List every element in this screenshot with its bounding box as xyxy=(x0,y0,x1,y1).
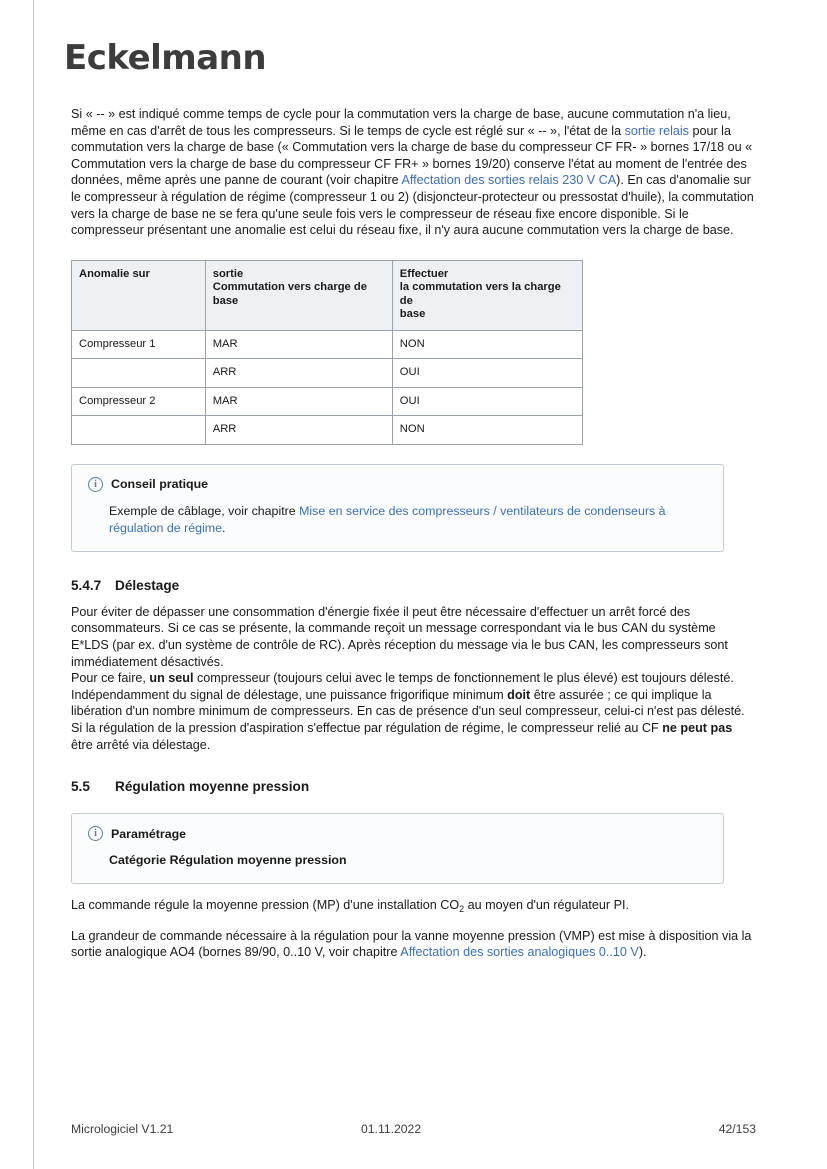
p3-bold-ne-peut-pas: ne peut pas xyxy=(662,720,733,735)
table-header-2-line-2: Commutation vers charge de base xyxy=(212,281,367,307)
table-cell-effectuer: NON xyxy=(392,416,582,445)
s55-p2-text-b: ). xyxy=(638,945,647,960)
page-content xyxy=(71,106,756,961)
s55-p1-text-b: au moyen d'un régulateur PI. xyxy=(464,898,629,913)
footer-page-number: 42/153 xyxy=(718,1122,756,1136)
table-cell-sortie: ARR xyxy=(205,359,392,388)
table-header-cell-3 xyxy=(392,260,582,330)
intro-text-3: ). En cas d'anomalie sur le compresseur à régulation de régime (compresseur 1 ou 2) (disjoncteur-protecteur ou pressostat d'huile), la commutation vers la charge de base ne se fera qu'une seule fois vers le compresseur de réseau fixe encore disponible. Si le compresseur présentant une anomalie est celui du réseau fixe, il n'y aura aucune commutation vers la charge de base. xyxy=(71,173,754,238)
p2-bold-doit: doit xyxy=(507,687,531,702)
page-left-rule xyxy=(33,0,34,1169)
table-header-cell-1 xyxy=(72,260,206,330)
s55-p1-subscript: 2 xyxy=(459,904,465,915)
info-icon: i xyxy=(88,826,103,841)
link-sortie-relais[interactable]: sortie relais xyxy=(624,123,689,138)
tip-note-title: Conseil pratique xyxy=(111,477,209,492)
table-row xyxy=(72,416,583,445)
link-affectation-sorties-relais[interactable]: Affectation des sorties relais 230 V CA xyxy=(401,173,617,188)
table-cell-effectuer: NON xyxy=(392,330,582,359)
table-cell-sortie: ARR xyxy=(205,416,392,445)
link-mise-en-service[interactable]: Mise en service des compresseurs / ventilateurs de condenseurs à régulation de régime xyxy=(109,503,666,535)
tip-note-body xyxy=(109,503,707,537)
table-cell-sortie: MAR xyxy=(205,330,392,359)
p2-text-a: Pour ce faire, xyxy=(71,671,150,686)
intro-text-1: Si « -- » est indiqué comme temps de cycle pour la commutation vers la charge de base, aucune commutation n'a lieu, même en cas d'arrêt de tous les compresseurs. Si le temps de cycle est réglé sur « -- », l'état de la xyxy=(71,107,731,138)
table-header-2-line-1: sortie xyxy=(212,267,244,280)
table-cell-anomalie xyxy=(72,359,206,388)
param-note-box xyxy=(71,813,724,884)
p3-text-a: Si la régulation de la pression d'aspiration s'effectue par régulation de régime, le compresseur relié au CF xyxy=(71,720,663,735)
param-note-header xyxy=(88,826,707,841)
table-row xyxy=(72,359,583,388)
table-cell-anomalie: Compresseur 2 xyxy=(72,387,206,416)
table-row xyxy=(72,387,583,416)
section-5-5-paragraph-1 xyxy=(71,897,756,915)
p3-text-c: être arrêté via délestage. xyxy=(71,737,211,752)
table-header-3-line-3: base xyxy=(399,308,426,321)
table-cell-sortie: MAR xyxy=(205,387,392,416)
table-header-row xyxy=(72,260,583,330)
table-header-1-line-1: Anomalie sur xyxy=(79,267,150,280)
tip-note-text-2: . xyxy=(221,520,226,535)
page-footer xyxy=(71,1122,756,1136)
section-5-4-7-paragraph-2 xyxy=(71,670,756,720)
table-cell-anomalie: Compresseur 1 xyxy=(72,330,206,359)
footer-date: 01.11.2022 xyxy=(361,1122,422,1136)
tip-note-box xyxy=(71,464,724,552)
table-cell-effectuer: OUI xyxy=(392,387,582,416)
s55-p2-text-a: La grandeur de commande nécessaire à la régulation pour la vanne moyenne pression (VMP) est mise à disposition via la sortie analogique AO4 (bornes 89/90, 0..10 V, voir chapitre xyxy=(71,928,752,960)
section-5-4-7-paragraph-1: Pour éviter de dépasser une consommation d'énergie fixée il peut être nécessaire d'effectuer un arrêt forcé des consommateurs. Si ce cas se présente, la commande reçoit un message correspondant via le bus CAN du système E*LDS (par ex. d'un système de contrôle de RC). Après réception du message via le bus CAN, les compresseurs sont immédiatement désactivés. xyxy=(71,604,728,669)
table-header-cell-2 xyxy=(205,260,392,330)
heading-5-5 xyxy=(71,779,756,794)
p2-bold-un-seul: un seul xyxy=(149,671,194,686)
footer-firmware-version: Micrologiciel V1.21 xyxy=(71,1122,174,1136)
table-header-3-line-2: la commutation vers la charge de xyxy=(399,281,561,307)
link-affectation-sorties-analogiques[interactable]: Affectation des sorties analogiques 0..10 V xyxy=(400,945,639,960)
heading-5-4-7-number: 5.4.7 xyxy=(71,577,102,593)
table-cell-anomalie xyxy=(72,416,206,445)
heading-5-4-7 xyxy=(71,578,756,593)
section-5-5-paragraph-2 xyxy=(71,928,756,961)
param-note-body: Catégorie Régulation moyenne pression xyxy=(109,853,347,868)
heading-5-5-number: 5.5 xyxy=(71,779,90,795)
s55-p1-text-a: La commande régule la moyenne pression (MP) d'une installation CO xyxy=(71,898,460,913)
table-row xyxy=(72,330,583,359)
heading-5-5-title: Régulation moyenne pression xyxy=(115,779,310,795)
intro-text-2: pour la commutation vers la charge de base (« Commutation vers la charge de base du compresseur CF FR- » bornes 17/18 ou « Commutation vers la charge de base du compresseur CF FR+ » bornes 19/20) conserve l'état au moment de l'entrée des données, même après une panne de courant (voir chapitre xyxy=(71,123,753,188)
intro-paragraph xyxy=(71,106,756,239)
tip-note-text-1: Exemple de câblage, voir chapitre xyxy=(109,503,300,518)
tip-note-header xyxy=(88,477,707,492)
table-header-3-line-1: Effectuer xyxy=(399,267,449,280)
info-icon: i xyxy=(88,477,103,492)
company-logo: Eckelmann xyxy=(64,38,267,78)
base-load-table xyxy=(71,260,583,445)
table-cell-effectuer: OUI xyxy=(392,359,582,388)
p2-text-e: être assurée ; ce qui implique la libération d'un nombre minimum de compresseurs. En cas de présence d'un seul compresseur, celui-ci n'est pas délesté. xyxy=(71,687,745,719)
p2-text-c: compresseur (toujours celui avec le temps de fonctionnement le plus élevé) est toujours délesté. Indépendamment du signal de délestage, une puissance frigorifique minimum xyxy=(71,671,734,702)
param-note-title: Paramétrage xyxy=(111,826,187,841)
heading-5-4-7-title: Délestage xyxy=(115,577,180,593)
section-5-4-7-paragraph-3 xyxy=(71,720,756,753)
